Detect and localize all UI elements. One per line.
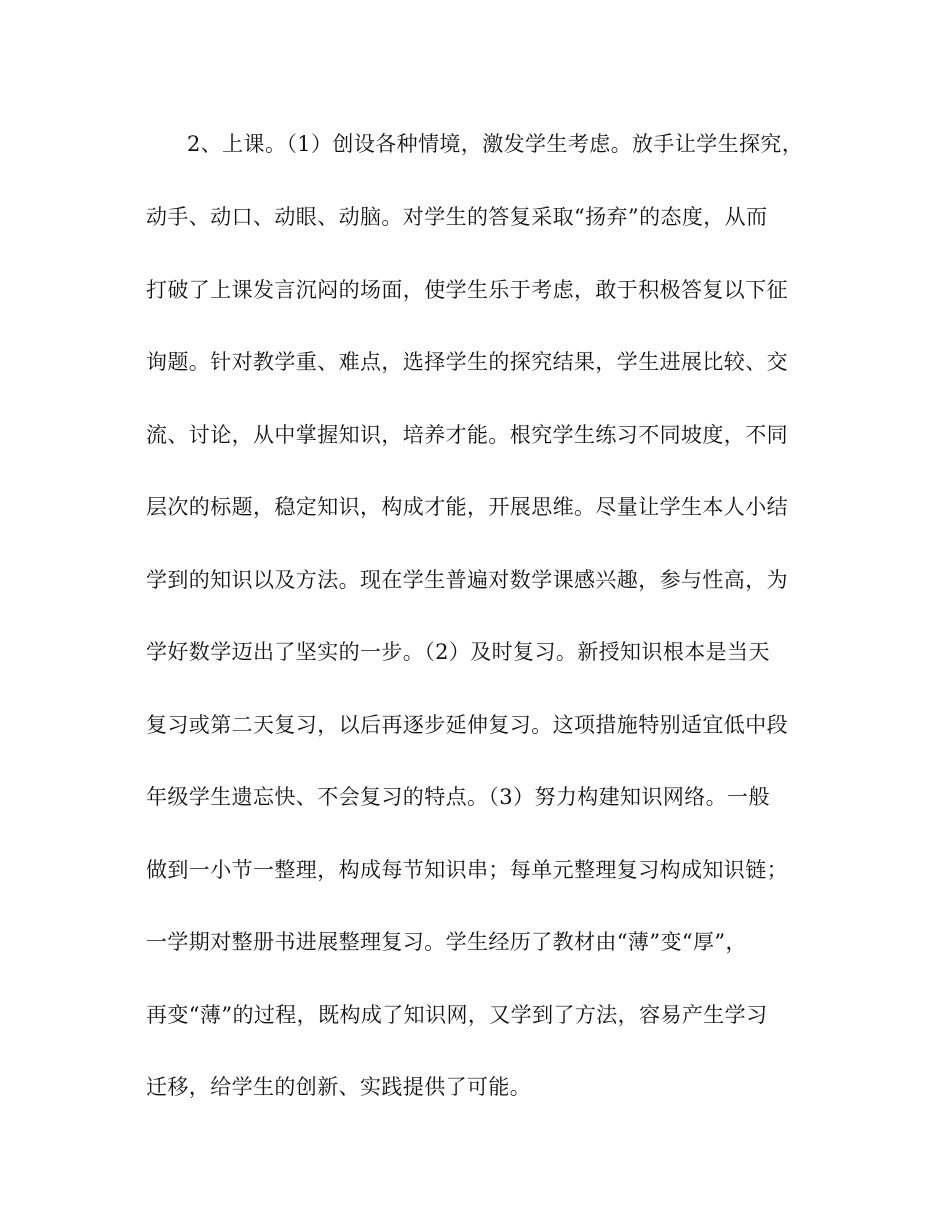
paragraph-line-2: 动手、动口、动眼、动脑。对学生的答复采取“扬弃”的态度，从而 <box>146 205 768 229</box>
paragraph-line-13: 再变“薄”的过程，既构成了知识网，又学到了方法，容易产生学习 <box>146 1003 768 1027</box>
paragraph-line-1: 2、上课。（1）创设各种情境，激发学生考虑。放手让学生探究， <box>187 132 804 156</box>
paragraph-line-7: 学到的知识以及方法。现在学生普遍对数学课感兴趣，参与性高，为 <box>146 568 788 592</box>
paragraph-line-3: 打破了上课发言沉闷的场面，使学生乐于考虑，敢于积极答复以下征 <box>146 278 788 302</box>
paragraph-line-12: 一学期对整册书进展整理复习。学生经历了教材由“薄”变“厚”， <box>146 930 747 954</box>
paragraph-line-4: 询题。针对教学重、难点，选择学生的探究结果，学生进展比较、交 <box>146 350 788 374</box>
paragraph-line-9: 复习或第二天复习，以后再逐步延伸复习。这项措施特别适宜低中段 <box>146 713 788 737</box>
paragraph-line-11: 做到一小节一整理，构成每节知识串；每单元整理复习构成知识链； <box>146 858 788 882</box>
paragraph-line-8: 学好数学迈出了坚实的一步。（2）及时复习。新授知识根本是当天 <box>146 640 770 664</box>
paragraph-line-6: 层次的标题，稳定知识，构成才能，开展思维。尽量让学生本人小结 <box>146 495 788 519</box>
paragraph-line-5: 流、讨论，从中掌握知识，培养才能。根究学生练习不同坡度，不同 <box>146 423 788 447</box>
paragraph-line-10: 年级学生遗忘快、不会复习的特点。（3）努力构建知识网络。一般 <box>146 785 770 809</box>
paragraph-line-14: 迁移，给学生的创新、实践提供了可能。 <box>146 1075 532 1099</box>
